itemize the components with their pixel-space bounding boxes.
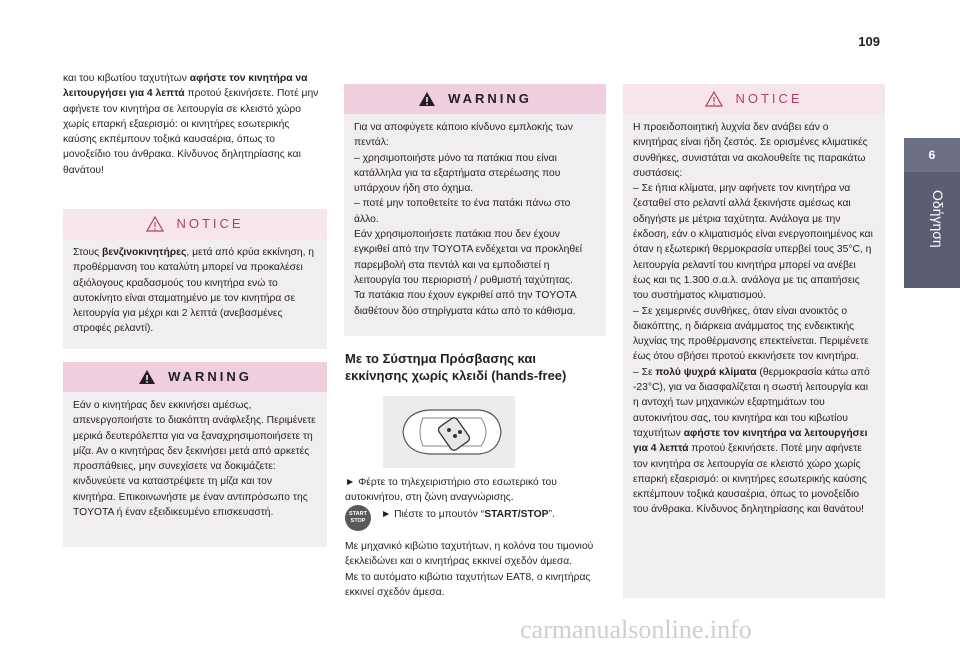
step-1: ► Φέρτε το τηλεχειριστήριο στο εσωτερικό του αυτοκινήτου, στη ζώνη αναγνώρισης. (345, 477, 557, 504)
step-2: ► Πιέστε το μπουτόν “START/STOP”. (381, 509, 555, 520)
warning-header: WARNING (344, 84, 606, 114)
warning-triangle-icon (138, 369, 156, 385)
notice-header: NOTICE (63, 209, 327, 239)
start-stop-icon: START STOP (345, 505, 371, 531)
notice-header: NOTICE (623, 84, 885, 114)
page-number: 109 (858, 34, 880, 49)
notice-box-left: NOTICE Στους βενζινοκινητήρες, μετά από κρύα εκκίνηση, η προθέρμανση του καταλύτη μπορεί να προκαλέσει αξιόλογους κραδασμούς του κινητήρα ενώ το αυτοκίνητο είναι σταματημένο με τον κινητήρα σε λειτουργία για μέχρι και 2 λεπτά (ανεβασμένες στροφές ρελαντί). (63, 209, 327, 349)
watermark: carmanualsonline.info (520, 615, 752, 644)
warning-triangle-icon (418, 91, 436, 107)
warning-box-center: WARNING Για να αποφύγετε κάποιο κίνδυνο εμπλοκής των πεντάλ: – χρησιμοποιήστε μόνο τα πατάκια που είναι κατάλληλα για τα εξαρτήματα στερέωσης που υπάρχουν ήδη στο όχημα. – ποτέ μην τοποθετείτε το ένα πατάκι πάνω στο άλλο. Εάν χρησιμοποιήσετε πατάκια που δεν έχουν εγκριθεί από την TOYOTA ενδέχεται να προκληθεί παρεμβολή στα πεντάλ και να εμποδιστεί η λειτουργία του περιοριστή / ρυθμιστή ταχύτητας. Τα πατάκια που έχουν εγκριθεί από την TOYOTA διαθέτουν δύο στηρίγματα κάτω από το κάθισμα. (344, 84, 606, 336)
chapter-number: 6 (904, 138, 960, 172)
notice-triangle-icon (146, 216, 164, 232)
chapter-label: Οδήγηση (930, 190, 946, 248)
notice-box-right: NOTICE Η προειδοποιητική λυχνία δεν ανάβει εάν ο κινητήρας είναι ήδη ζεστός. Σε ορισμένες κλιματικές συνθήκες, συνιστάται να ακολουθείτε τις παρακάτω συστάσεις: – Σε ήπια κλίματα, μην αφήνετε τον κινητήρα να ζεσταθεί στο ρελαντί αλλά ξεκινήστε αμέσως και οδηγήστε με μέτρια ταχύτητα. Ανάλογα με την έκδοση, εάν ο κλιματισμός είναι ενεργοποιημένος και όταν η εξωτερική θερμοκρασία υπερβεί τους 35°C, η λειτουργία ρελαντί του κινητήρα μπορεί να ανέβει έως και τις 1.300 σ.α.λ. ανάλογα με τις απαιτήσεις του συστήματος κλιματισμού. – Σε χειμερινές συνθήκες, όταν είναι ανοικτός ο διακόπτης, η διάρκεια ανάμματος της ενδεικτικής λυχνίας της προθέρμανσης επεκτείνεται. Περιμένετε έως ότου σβήσει προτού εκκινήσετε τον κινητήρα. – Σε πολύ ψυχρά κλίματα (θερμοκρασία κάτω από -23°C), για να διασφαλίζεται η σωστή λειτουργία και η αντοχή των μηχανικών εξαρτημάτων του αυτοκινήτου σας, του κινητήρα και του κιβωτίου ταχυτήτων αφήστε τον κινητήρα να λειτουργήσει για 4 λεπτά προτού ξεκινήσετε. Ποτέ μην αφήνετε τον κινητήρα σε λειτουργία σε κλειστό χώρο χωρίς επαρκή εξαερισμό: οι κινητήρες εσωτερικής καύσης εκπέμπουν τοξικά καυσαέρια, όπως το μονοξείδιο του άνθρακα. Κίνδυνος δηλητηρίασης και θανάτου! (623, 84, 885, 598)
warning-box-left: WARNING Εάν ο κινητήρας δεν εκκινήσει αμέσως, απενεργοποιήστε το διακόπτη ανάφλεξης. Περιμένετε μερικά δευτερόλεπτα για να ξαναχρησιμοποιήσετε τη μίζα. Αν ο κινητήρας δεν ξεκινήσει μετά από αρκετές προσπάθειες, μην συνεχίσετε να δοκιμάζετε: κινδυνεύετε να καταστρέψετε τη μίζα και τον κινητήρα. Επικοινωνήστε με έναν αντιπρόσωπο της TOYOTA ή έναν εξειδικευμένο επισκευαστή. (63, 362, 327, 547)
car-key-icon (383, 396, 515, 468)
manual-gearbox-paragraph: Με μηχανικό κιβώτιο ταχυτήτων, η κολόνα του τιμονιού ξεκλειδώνει και ο κινητήρας εκκινεί σχεδόν άμεσα. Με το αυτόματο κιβώτιο ταχυτήτων EAT8, ο κινητήρας εκκινεί σχεδόν άμεσα. (345, 541, 594, 598)
section-title: Με το Σύστημα Πρόσβασης και εκκίνησης χωρίς κλειδί (hands-free) (345, 351, 567, 383)
notice-triangle-icon (705, 91, 723, 107)
car-illustration (383, 396, 515, 468)
warning-header: WARNING (63, 362, 327, 392)
intro-paragraph: και του κιβωτίου ταχυτήτων αφήστε τον κινητήρα να λειτουργήσει για 4 λεπτά προτού ξεκινήσετε. Ποτέ μην αφήνετε τον κινητήρα σε λειτουργία σε κλειστό χώρο χωρίς επαρκή εξαερισμό: οι κινητήρες εσωτερικής καύσης εκπέμπουν τοξικά καυσαέρια, όπως το μονοξείδιο του άνθρακα. Κίνδυνος δηλητηρίασης και θανάτου! (63, 73, 319, 176)
